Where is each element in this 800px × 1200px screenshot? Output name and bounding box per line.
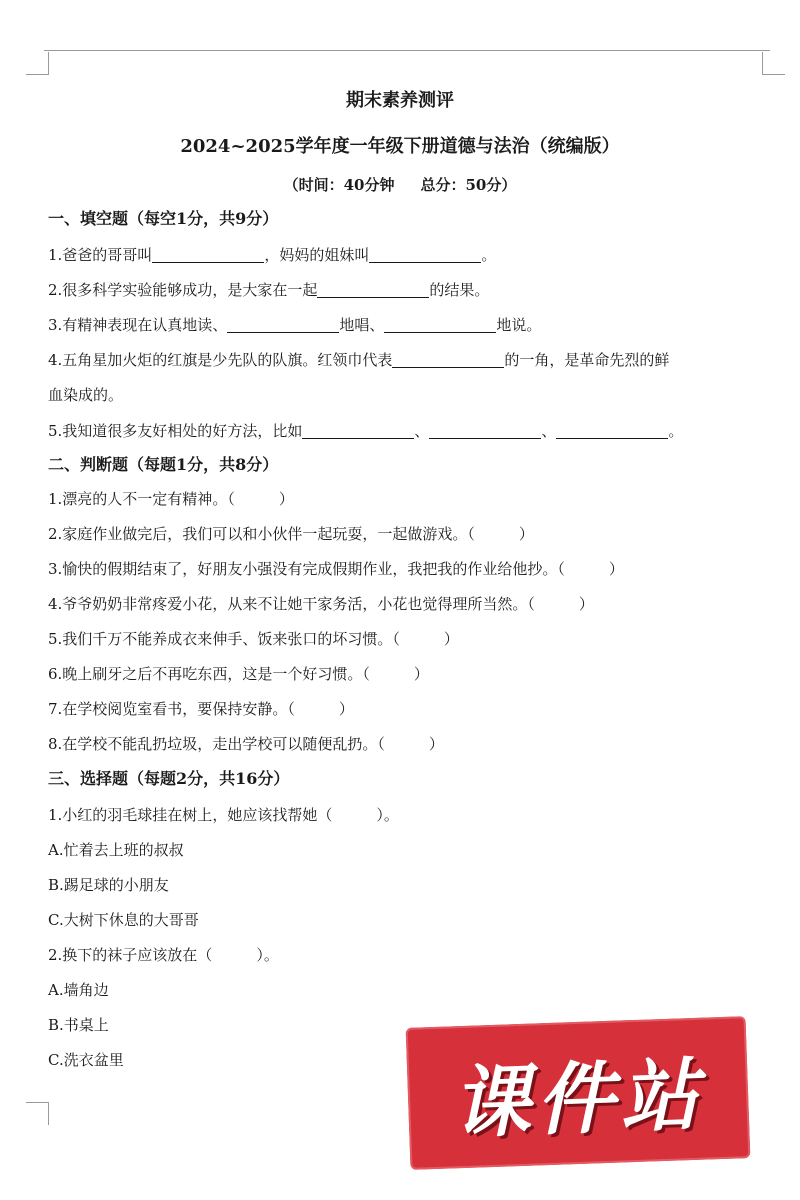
answer-blank[interactable]	[317, 279, 429, 298]
q-text: 4.五角星加火炬的红旗是少先队的队旗。红领巾代表	[48, 351, 393, 369]
choice-option[interactable]: A.忙着去上班的叔叔	[48, 841, 184, 859]
q-text: ）	[278, 490, 294, 508]
judge-question-2	[48, 523, 534, 545]
exam-time: （时间：40分钟	[283, 176, 395, 194]
q-text: 1.小红的羽毛球挂在树上，她应该找帮她（	[48, 806, 333, 824]
q-text: ）	[608, 560, 624, 578]
exam-total-score: 总分：50分）	[420, 176, 517, 194]
q-text: 的一角，是革命先烈的鲜	[504, 351, 670, 369]
fill-question-4	[48, 349, 669, 371]
fill-question-4-cont: 血染成的。	[48, 386, 124, 404]
fill-question-1	[48, 244, 496, 266]
q-text: 2.很多科学实验能够成功，是大家在一起	[48, 281, 318, 299]
exam-subtitle: 2024~2025学年度一年级下册道德与法治（统编版）	[180, 136, 620, 157]
q-text: ）。	[376, 806, 399, 824]
section2-heading: 二、判断题（每题1分，共8分）	[48, 455, 279, 474]
q-text: 5.我知道很多友好相处的好方法，比如	[48, 422, 303, 440]
answer-blank[interactable]	[152, 244, 264, 263]
q-text: 5.我们千万不能养成衣来伸手、饭来张口的坏习惯。（	[48, 630, 400, 648]
judge-question-1	[48, 488, 294, 510]
fill-question-5	[48, 420, 683, 442]
q-text: ）。	[256, 946, 279, 964]
crop-mark-bottom-left	[26, 1102, 49, 1125]
choice-option[interactable]: A.墙角边	[48, 981, 109, 999]
q-text: ）	[578, 595, 594, 613]
answer-blank[interactable]	[302, 420, 414, 439]
answer-blank[interactable]	[392, 349, 504, 368]
crop-mark-top-left	[26, 52, 49, 75]
q-text: ）	[443, 630, 459, 648]
q-text: ）	[428, 735, 444, 753]
choice-option[interactable]: C.大树下休息的大哥哥	[48, 911, 199, 929]
watermark-stamp	[406, 1016, 751, 1170]
q-text: 1.爸爸的哥哥叫	[48, 246, 153, 264]
q-text: 地唱、	[339, 316, 385, 334]
q-text: 。	[668, 422, 684, 440]
judge-question-5	[48, 628, 459, 650]
answer-blank[interactable]	[556, 420, 668, 439]
q-text: 、	[541, 422, 557, 440]
exam-time-score	[0, 174, 800, 195]
q-text: 地说。	[496, 316, 542, 334]
page-top-border	[44, 50, 770, 51]
choice-question-1	[48, 804, 399, 826]
crop-mark-top-right	[762, 52, 785, 75]
answer-blank[interactable]	[384, 314, 496, 333]
choice-question-2	[48, 944, 279, 966]
watermark-text: 课件站	[450, 1050, 706, 1150]
answer-blank[interactable]	[227, 314, 339, 333]
q-text: 3.愉快的假期结束了，好朋友小强没有完成假期作业，我把我的作业给他抄。（	[48, 560, 565, 578]
q-text: 3.有精神表现在认真地读、	[48, 316, 228, 334]
q-text: ）	[413, 665, 429, 683]
q-text: 、	[414, 422, 430, 440]
choice-option[interactable]: C.洗衣盆里	[48, 1051, 124, 1069]
q-text: 8.在学校不能乱扔垃圾，走出学校可以随便乱扔。（	[48, 735, 385, 753]
q-text: 2.换下的袜子应该放在（	[48, 946, 213, 964]
judge-question-8	[48, 733, 444, 755]
fill-question-2	[48, 279, 489, 301]
q-text: 1.漂亮的人不一定有精神。（	[48, 490, 235, 508]
fill-question-3	[48, 314, 541, 336]
q-text: 6.晚上刷牙之后不再吃东西，这是一个好习惯。（	[48, 665, 370, 683]
choice-option[interactable]: B.踢足球的小朋友	[48, 876, 169, 894]
judge-question-7	[48, 698, 354, 720]
q-text: 4.爷爷奶奶非常疼爱小花，从来不让她干家务活，小花也觉得理所当然。（	[48, 595, 535, 613]
exam-title: 期末素养测评	[346, 90, 454, 111]
q-text: 。	[481, 246, 497, 264]
choice-option[interactable]: B.书桌上	[48, 1016, 109, 1034]
answer-blank[interactable]	[429, 420, 541, 439]
answer-blank[interactable]	[369, 244, 481, 263]
q-text: ）	[338, 700, 354, 718]
judge-question-3	[48, 558, 624, 580]
judge-question-6	[48, 663, 429, 685]
q-text: ）	[518, 525, 534, 543]
q-text: ，妈妈的姐妹叫	[264, 246, 370, 264]
section1-heading: 一、填空题（每空1分，共9分）	[48, 209, 279, 228]
section3-heading: 三、选择题（每题2分，共16分）	[48, 769, 290, 788]
q-text: 的结果。	[429, 281, 490, 299]
q-text: 7.在学校阅览室看书，要保持安静。（	[48, 700, 295, 718]
judge-question-4	[48, 593, 594, 615]
q-text: 2.家庭作业做完后，我们可以和小伙伴一起玩耍，一起做游戏。（	[48, 525, 475, 543]
